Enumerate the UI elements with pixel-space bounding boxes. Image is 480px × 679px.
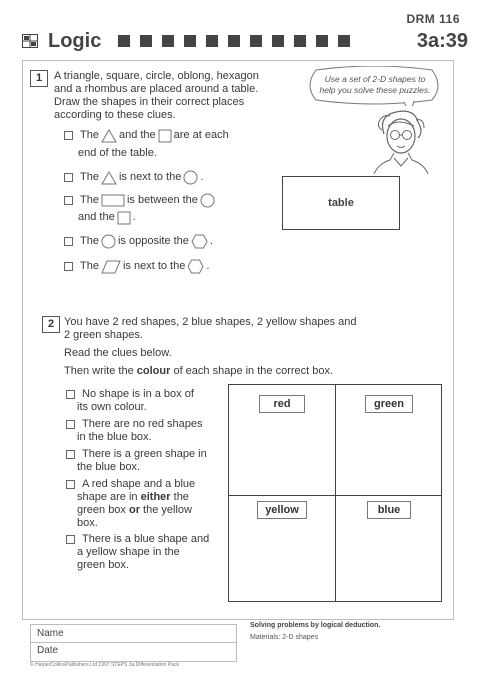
square-icon (338, 35, 350, 47)
checkbox[interactable] (66, 535, 75, 544)
square-icon (140, 35, 152, 47)
q1-clue (64, 193, 217, 208)
q2-clue (66, 478, 226, 530)
square-icon (118, 35, 130, 47)
q2-clue (66, 418, 226, 444)
clue-text: The (80, 194, 99, 206)
clue-text: green box. (77, 559, 129, 571)
clue-text: box. (77, 517, 98, 529)
square-icon (316, 35, 328, 47)
clue-text: A red shape and a blue (82, 478, 196, 490)
clue-text: a yellow shape in the (77, 546, 180, 558)
grid-divider (335, 385, 336, 601)
square-icon (184, 35, 196, 47)
name-label: Name (37, 628, 64, 639)
checkbox[interactable] (66, 480, 75, 489)
page-title: Logic (48, 30, 102, 52)
q2-clue (66, 448, 226, 474)
clue-text-bold: or (128, 504, 140, 516)
q1-line: and a rhombus are placed around a table. (54, 83, 259, 95)
q2-line: 2 green shapes. (64, 329, 143, 341)
answer-grid (228, 384, 442, 602)
clue-text: end of the table. (78, 147, 157, 159)
q1-clue (64, 234, 213, 249)
grid-divider (229, 495, 441, 496)
q1-clue (64, 259, 209, 274)
clue-text-bold: either (140, 491, 171, 503)
checkbox[interactable] (66, 420, 75, 429)
q2-clue (66, 388, 226, 414)
teacher-icon (368, 108, 432, 174)
q1-line: Draw the shapes in their correct places (54, 96, 245, 108)
clue-text: The (80, 260, 99, 272)
clue-text: in the blue box. (77, 431, 152, 443)
circle-icon (101, 234, 116, 249)
name-date-box (30, 624, 237, 662)
box-label-red: red (259, 395, 305, 413)
q1-clue-cont (78, 146, 157, 161)
clue-text: . (200, 171, 204, 183)
clue-text: There are no red shapes (82, 418, 203, 430)
speech-bubble-text: Use a set of 2-D shapes to help you solve these puzzles. (319, 74, 431, 95)
q2-clue (66, 533, 226, 572)
clue-text: are at each (173, 129, 229, 141)
hexagon-icon (187, 259, 204, 274)
q1-clue (64, 170, 203, 185)
q2-then-write (64, 365, 333, 378)
triangle-icon (101, 171, 117, 185)
clue-text: . (209, 235, 213, 247)
checkbox[interactable] (64, 237, 73, 246)
clue-text: the yellow (139, 504, 192, 516)
clue-text: shape are in (77, 491, 141, 503)
q2-line: You have 2 red shapes, 2 blue shapes, 2 yellow shapes and (64, 316, 357, 328)
checkbox[interactable] (64, 131, 73, 140)
square-icon (162, 35, 174, 47)
square-icon (250, 35, 262, 47)
checkbox[interactable] (64, 262, 73, 271)
clue-text: . (206, 260, 210, 272)
clue-text: is opposite the (117, 235, 189, 247)
q2-intro (64, 316, 424, 342)
q1-clue (64, 128, 229, 143)
q2-text: Then write the (64, 365, 137, 377)
clue-text: the blue box. (77, 461, 140, 473)
circle-icon (183, 170, 198, 185)
title-bar (22, 30, 468, 52)
square-shape-icon (158, 129, 172, 143)
clue-text: green box (77, 504, 129, 516)
checkbox[interactable] (64, 173, 73, 182)
clue-text: The (80, 171, 99, 183)
clue-text: and the (118, 129, 156, 141)
clue-text: There is a blue shape and (82, 533, 210, 545)
q1-instructions (54, 70, 294, 122)
square-icon (294, 35, 306, 47)
rhombus-icon (101, 260, 121, 274)
checkbox[interactable] (66, 450, 75, 459)
square-shape-icon (117, 211, 131, 225)
triangle-icon (101, 129, 117, 143)
square-icon (228, 35, 240, 47)
clue-text: No shape is in a box of (82, 388, 194, 400)
clue-text: is between the (126, 194, 198, 206)
hexagon-icon (191, 234, 208, 249)
q1-line: according to these clues. (54, 109, 176, 121)
clue-text: the (170, 491, 189, 503)
divider (31, 642, 236, 643)
clue-text: is next to the (122, 260, 186, 272)
decorative-squares (118, 35, 350, 47)
date-label: Date (37, 645, 59, 656)
materials: Materials: 2-D shapes (250, 634, 319, 641)
clue-text: . (132, 211, 136, 223)
clue-text: The (80, 235, 99, 247)
clue-text: its own colour. (77, 401, 147, 413)
box-label-blue: blue (367, 501, 411, 519)
box-label-yellow: yellow (257, 501, 307, 519)
q2-read-clues: Read the clues below. (64, 347, 172, 359)
q2-text: of each shape in the correct box. (170, 365, 334, 377)
question-number-2: 2 (42, 316, 60, 333)
box-label-green: green (365, 395, 413, 413)
table-box: table (282, 176, 400, 230)
clue-text: and the (78, 211, 115, 223)
checkbox[interactable] (64, 196, 73, 205)
oblong-icon (101, 194, 125, 207)
clue-text: There is a green shape in (82, 448, 207, 460)
learning-objective: Solving problems by logical deduction. (250, 622, 381, 629)
sheet-code: DRM 116 (406, 12, 460, 26)
q2-text-bold: colour (136, 365, 171, 377)
circle-icon (200, 193, 215, 208)
level-code: 3a:39 (416, 30, 468, 52)
square-icon (272, 35, 284, 47)
logic-grid-icon (22, 34, 38, 48)
question-number-1: 1 (30, 70, 48, 87)
checkbox[interactable] (66, 390, 75, 399)
clue-text: The (80, 129, 99, 141)
copyright: © HarperCollinsPublishers Ltd 1997 STEPS 3a Differentiation Pack (30, 662, 179, 668)
square-icon (206, 35, 218, 47)
clue-text: is next to the (118, 171, 182, 183)
q1-clue-cont (78, 210, 136, 225)
q1-line: A triangle, square, circle, oblong, hexagon (54, 70, 259, 82)
